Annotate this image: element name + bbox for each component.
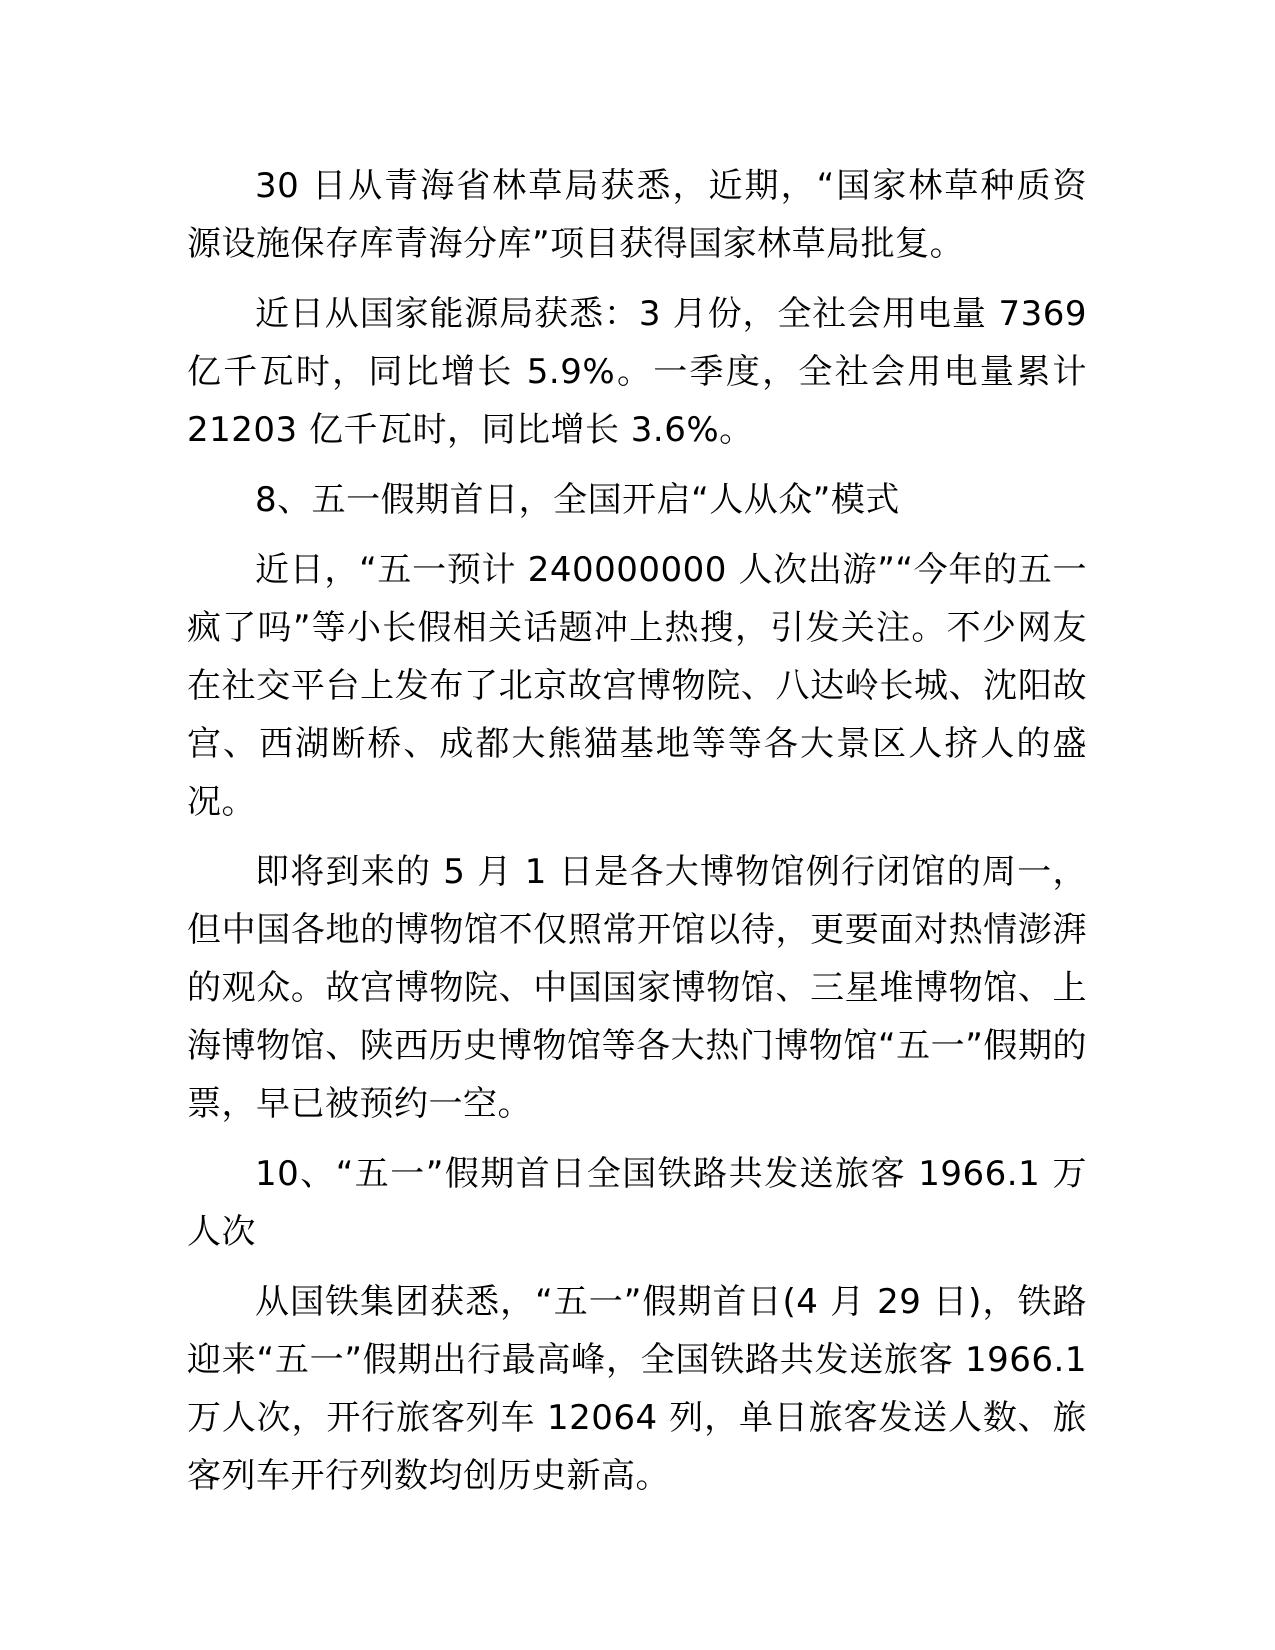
section-heading-10: 10、“五一”假期首日全国铁路共发送旅客 1966.1 万人次 (187, 1154, 1087, 1252)
document-body (187, 157, 1087, 1517)
paragraph-holiday-travel: 近日，“五一预计 240000000 人次出游”“今年的五一疯了吗”等小长假相关话题冲上热搜，引发关注。不少网友在社交平台上发布了北京故宫博物院、八达岭长城、沈阳故宫、西湖断桥、成都大熊猫基地等等各大景区人挤人的盛况。 (187, 550, 1087, 822)
paragraph-railway: 从国铁集团获悉，“五一”假期首日(4 月 29 日)，铁路迎来“五一”假期出行最高峰，全国铁路共发送旅客 1966.1 万人次，开行旅客列车 12064 列，单日旅客发送人数、旅客列车开行列数均创历史新高。 (187, 1282, 1087, 1496)
paragraph-electricity-usage: 近日从国家能源局获悉：3 月份，全社会用电量 7369 亿千瓦时，同比增长 5.9%。一季度，全社会用电量累计 21203 亿千瓦时，同比增长 3.6%。 (187, 294, 1087, 450)
section-heading-8: 8、五一假期首日，全国开启“人从众”模式 (255, 480, 900, 520)
paragraph-museums: 即将到来的 5 月 1 日是各大博物馆例行闭馆的周一，但中国各地的博物馆不仅照常开馆以待，更要面对热情澎湃的观众。故宫博物院、中国国家博物馆、三星堆博物馆、上海博物馆、陕西历史博物馆等各大热门博物馆“五一”假期的票，早已被预约一空。 (187, 852, 1087, 1124)
paragraph-qinghai-forestry: 30 日从青海省林草局获悉，近期，“国家林草种质资源设施保存库青海分库”项目获得国家林草局批复。 (187, 166, 1087, 264)
